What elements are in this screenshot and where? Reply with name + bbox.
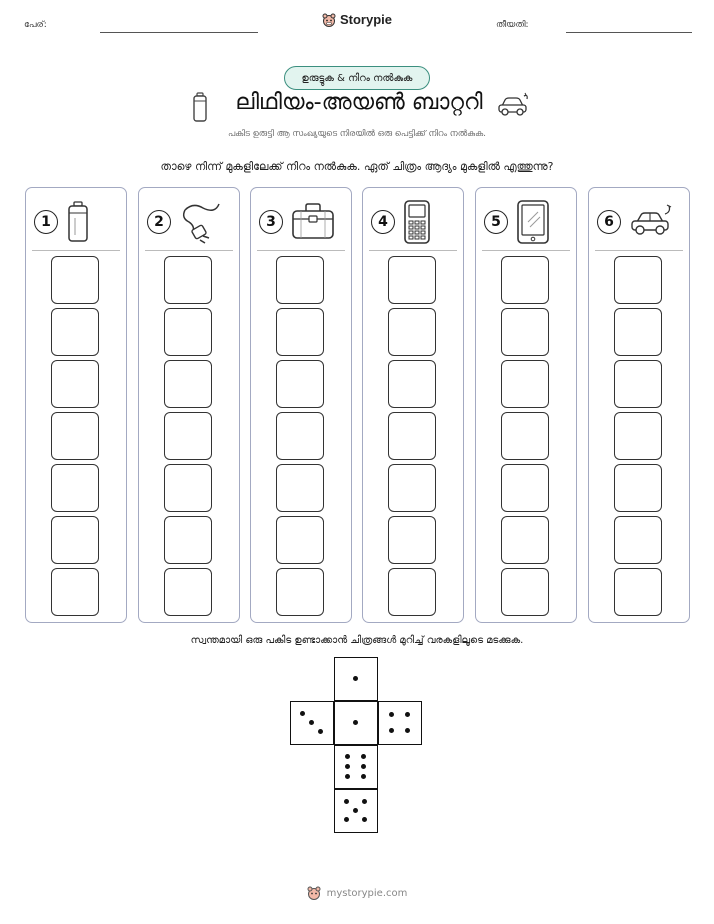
page-title: ലിഥിയം-അയൺ ബാറ്ററി: [235, 90, 483, 115]
brand-logo: [0, 12, 714, 27]
dice-pip: [345, 754, 350, 759]
dice-pip: [318, 729, 323, 734]
dice-pip: [344, 817, 349, 822]
dice-pip: [344, 799, 349, 804]
dice-pip: [362, 799, 367, 804]
column-number: 6: [597, 210, 621, 234]
color-box[interactable]: [501, 464, 549, 512]
dice-face-5: [334, 789, 378, 833]
dice-pip: [361, 764, 366, 769]
color-box[interactable]: [614, 464, 662, 512]
color-box[interactable]: [164, 516, 212, 564]
name-label: പേര്:: [24, 20, 47, 30]
color-box[interactable]: [51, 464, 99, 512]
color-box[interactable]: [614, 256, 662, 304]
color-box[interactable]: [614, 360, 662, 408]
column-divider: [369, 250, 457, 251]
color-box[interactable]: [51, 568, 99, 616]
fold-instruction: സ്വന്തമായി ഒരു പകിട ഉണ്ടാക്കാൻ ചിത്രങ്ങൾ മുറിച്ച് വരകളിലൂടെ മടക്കുക.: [190, 635, 524, 646]
color-box[interactable]: [164, 360, 212, 408]
color-box[interactable]: [614, 516, 662, 564]
color-box[interactable]: [276, 516, 324, 564]
color-box[interactable]: [276, 256, 324, 304]
column-1: [25, 187, 127, 623]
color-box[interactable]: [388, 360, 436, 408]
column-3: [250, 187, 352, 623]
footer: [0, 886, 714, 900]
dice-pip: [405, 712, 410, 717]
color-box[interactable]: [501, 412, 549, 460]
color-box[interactable]: [164, 568, 212, 616]
column-4: [362, 187, 464, 623]
brand-name: Storypie: [339, 12, 392, 27]
color-box[interactable]: [614, 568, 662, 616]
cellphone-icon: [403, 200, 431, 244]
color-box[interactable]: [388, 256, 436, 304]
dice-pip: [405, 728, 410, 733]
color-box[interactable]: [276, 464, 324, 512]
color-box[interactable]: [51, 516, 99, 564]
color-box[interactable]: [164, 464, 212, 512]
dice-pip: [353, 676, 358, 681]
footer-url: mystorypie.com: [326, 887, 408, 899]
dice-pip: [361, 754, 366, 759]
column-number: 1: [34, 210, 58, 234]
color-box[interactable]: [501, 256, 549, 304]
dice-pip: [345, 764, 350, 769]
tablet-icon: [516, 200, 550, 244]
column-divider: [145, 250, 233, 251]
storypie-mascot-icon: [307, 886, 321, 900]
color-box[interactable]: [388, 412, 436, 460]
dice-pip: [389, 728, 394, 733]
column-number: 4: [371, 210, 395, 234]
column-number: 5: [484, 210, 508, 234]
battery-icon: [66, 201, 90, 243]
dice-face-1: [334, 701, 378, 745]
color-box[interactable]: [276, 412, 324, 460]
color-box[interactable]: [614, 412, 662, 460]
color-box[interactable]: [388, 464, 436, 512]
name-field[interactable]: [100, 32, 258, 33]
electric-car-icon: [629, 204, 673, 240]
color-box[interactable]: [388, 308, 436, 356]
color-box[interactable]: [164, 256, 212, 304]
color-box[interactable]: [501, 516, 549, 564]
dice-face-6: [334, 745, 378, 789]
column-divider: [32, 250, 120, 251]
color-box[interactable]: [276, 568, 324, 616]
color-box[interactable]: [276, 360, 324, 408]
dice-face-3: [290, 701, 334, 745]
color-box[interactable]: [164, 308, 212, 356]
column-divider: [257, 250, 345, 251]
column-divider: [595, 250, 683, 251]
color-box[interactable]: [164, 412, 212, 460]
dice-pip: [353, 720, 358, 725]
electric-car-icon: [496, 90, 530, 118]
date-field[interactable]: [566, 32, 692, 33]
column-divider: [482, 250, 570, 251]
color-box[interactable]: [51, 308, 99, 356]
color-box[interactable]: [501, 568, 549, 616]
dice-face-1: [334, 657, 378, 701]
color-box[interactable]: [501, 360, 549, 408]
dice-pip: [300, 711, 305, 716]
color-box[interactable]: [51, 360, 99, 408]
color-box[interactable]: [51, 256, 99, 304]
color-box[interactable]: [388, 516, 436, 564]
column-number: 2: [147, 210, 171, 234]
lunchbox-icon: [291, 203, 335, 241]
dice-pip: [389, 712, 394, 717]
storypie-mascot-icon: [322, 13, 336, 27]
activity-pill: ഉരുട്ടുക & നിറം നൽകുക: [284, 66, 430, 90]
instruction: താഴെ നിന്ന് മുകളിലേക്ക് നിറം നൽകുക. ഏത് ചിത്രം ആദ്യം മുകളിൽ എത്തുന്നു?: [160, 160, 554, 173]
dice-pip: [345, 774, 350, 779]
power-plug-icon: [179, 200, 227, 244]
column-number: 3: [259, 210, 283, 234]
color-box[interactable]: [276, 308, 324, 356]
color-box[interactable]: [501, 308, 549, 356]
column-5: [475, 187, 577, 623]
dice-pip: [353, 808, 358, 813]
column-2: [138, 187, 240, 623]
column-6: [588, 187, 690, 623]
color-box[interactable]: [51, 412, 99, 460]
color-box[interactable]: [388, 568, 436, 616]
dice-face-4: [378, 701, 422, 745]
battery-icon: [192, 92, 208, 122]
dice-pip: [361, 774, 366, 779]
date-label: തീയതി:: [496, 20, 529, 30]
subtitle: പകിട ഉരുട്ടി ആ സംഖ്യയുടെ നിരയിൽ ഒരു പെട്ടിക്ക് നിറം നൽകുക.: [228, 129, 486, 139]
dice-pip: [309, 720, 314, 725]
color-box[interactable]: [614, 308, 662, 356]
dice-pip: [362, 817, 367, 822]
